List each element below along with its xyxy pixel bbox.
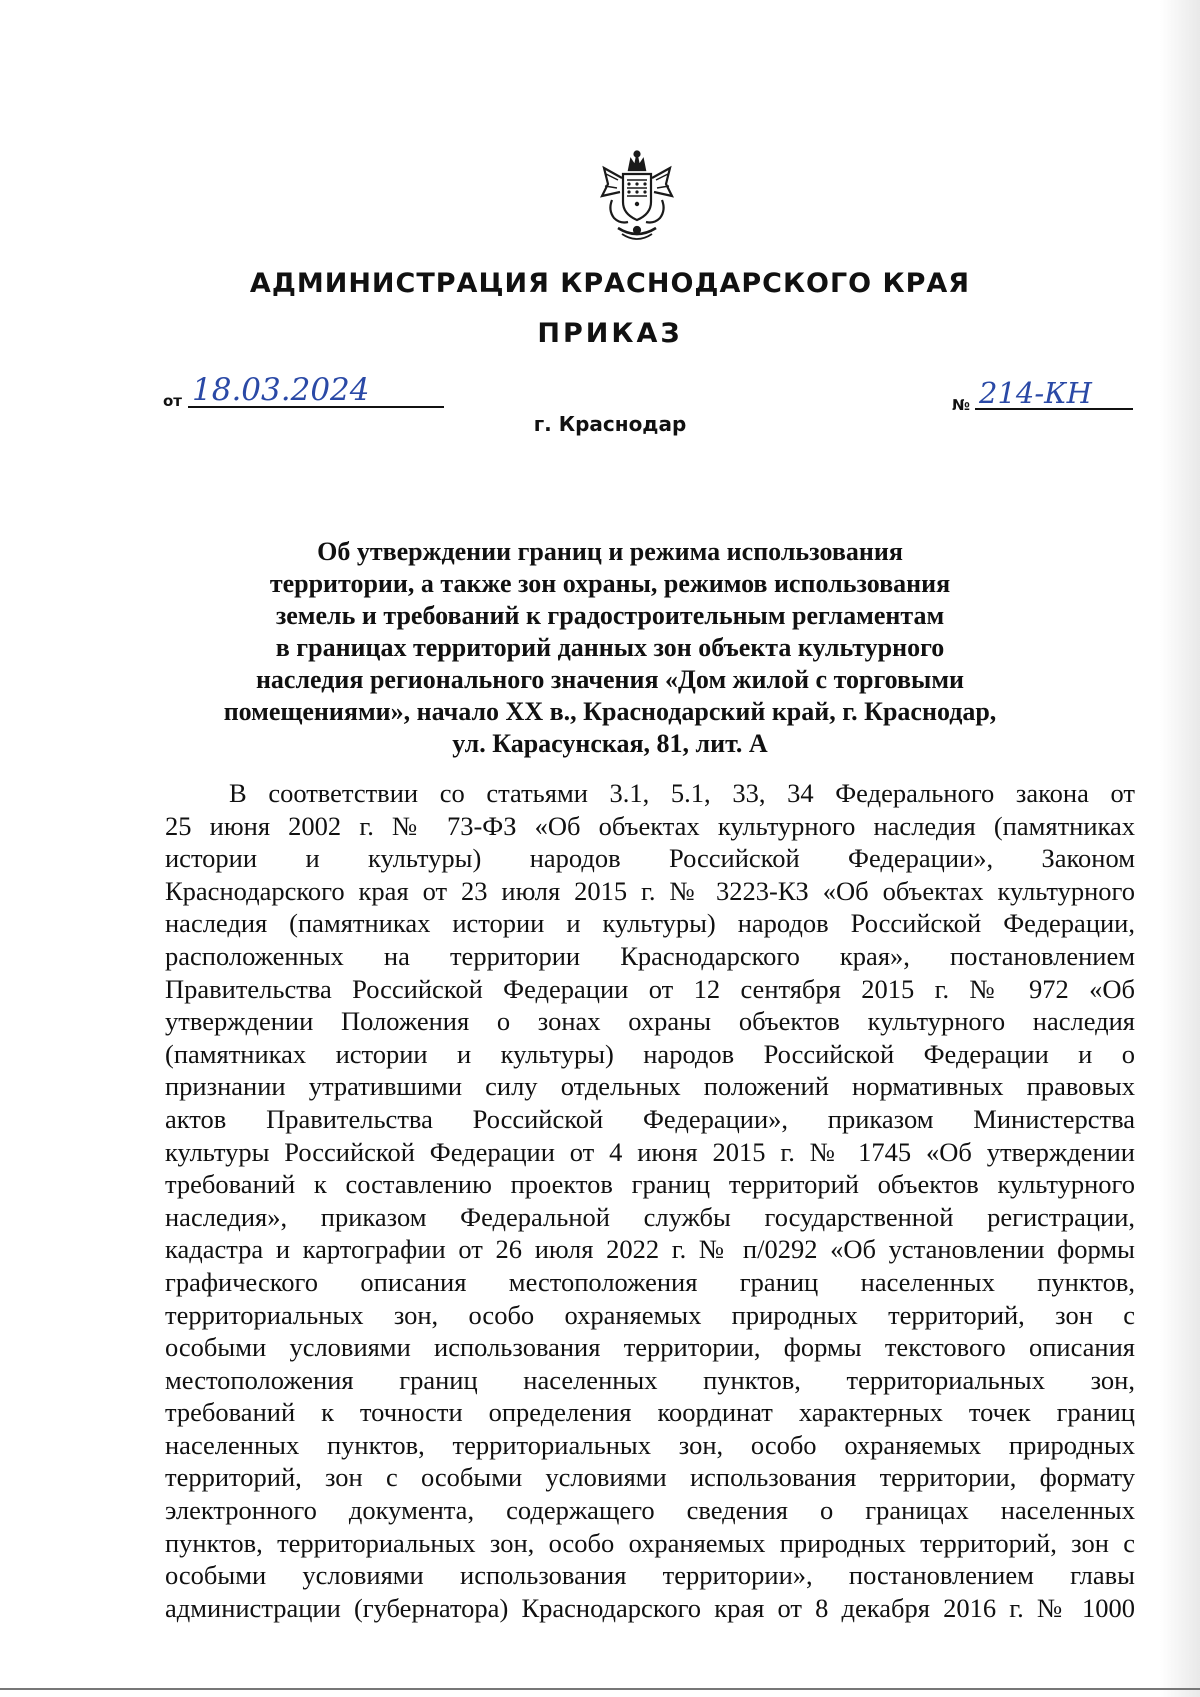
title-line: наследия регионального значения «Дом жилой с торговыми [255,665,965,694]
date-handwritten: 18.03.2024 [188,372,444,408]
number-prefix: № [952,396,971,414]
body-line: территориальных зон, особо охраняемых природных территорий, зон с [165,1299,1135,1330]
city: г. Краснодар [533,412,687,436]
body-line: электронного документа, содержащего сведения о границах населенных [165,1495,1135,1526]
title-line: ул. Карасунская, 81, лит. А [452,729,768,758]
title-line: в границах территорий данных зон объекта культурного [275,633,945,662]
body-line: утверждении Положения о зонах охраны объектов культурного наследия [165,1006,1135,1037]
document-type: ПРИКАЗ [537,318,683,349]
body-line: требований к составлению проектов границ территорий объектов культурного [165,1169,1135,1200]
body-line: населенных пунктов, территориальных зон, особо охраняемых природных [165,1429,1135,1460]
title-line: Об утверждении границ и режима использования [317,537,903,566]
body-line: Краснодарского края от 23 июля 2015 г. № 3223-КЗ «Об объектах культурного [165,875,1135,906]
number-handwritten: 214-КН [975,376,1133,410]
body-line: (памятниках истории и культуры) народов Российской Федерации и о [165,1038,1135,1069]
page-bottom-rule [0,1688,1200,1690]
krasnodar-coat-of-arms-icon [598,148,676,250]
body-line: администрации (губернатора) Краснодарского края от 8 декабря 2016 г. № 1000 [165,1592,1135,1623]
body-line: пунктов, территориальных зон, особо охраняемых природных территорий, зон с [165,1527,1135,1558]
body-line: актов Правительства Российской Федерации», приказом Министерства [165,1103,1135,1134]
body-line: графического описания местоположения границ населенных пунктов, [165,1266,1135,1297]
body-line: особыми условиями использования территории», постановлением главы [165,1560,1135,1591]
body-line: наследия (памятниках истории и культуры) народов Российской Федерации, [165,908,1135,939]
body-line: 25 июня 2002 г. № 73-ФЗ «Об объектах культурного наследия (памятниках [165,810,1135,841]
body-line: требований к точности определения координат характерных точек границ [165,1397,1135,1428]
title-line: территории, а также зон охраны, режимов использования [269,569,951,598]
body-line: Правительства Российской Федерации от 12 сентября 2015 г. № 972 «Об [165,973,1135,1004]
body-line: местоположения границ населенных пунктов, территориальных зон, [165,1364,1135,1395]
body-line: В соответствии со статьями 3.1, 5.1, 33, 34 Федерального закона от [229,778,1135,808]
body-line: признании утратившими силу отдельных положений нормативных правовых [165,1071,1135,1102]
document-title [200,536,1020,760]
body-paragraph [165,777,1135,1624]
body-line: культуры Российской Федерации от 4 июня 2015 г. № 1745 «Об утверждении [165,1136,1135,1167]
body-line: истории и культуры) народов Российской Федерации», Законом [165,843,1135,874]
organization-name: АДМИНИСТРАЦИЯ КРАСНОДАРСКОГО КРАЯ [249,268,971,299]
body-line: кадастра и картографии от 26 июля 2022 г. № п/0292 «Об установлении формы [165,1234,1135,1265]
body-line: территорий, зон с особыми условиями использования территории, формату [165,1462,1135,1493]
page-edge-shadow [1160,0,1200,1697]
body-line: расположенных на территории Краснодарского края», постановлением [165,940,1135,971]
body-line: особыми условиями использования территории, формы текстового описания [165,1332,1135,1363]
title-line: земель и требований к градостроительным регламентам [275,601,945,630]
title-line: помещениями», начало XX в., Краснодарский край, г. Краснодар, [223,697,997,726]
body-line: наследия», приказом Федеральной службы государственной регистрации, [165,1201,1135,1232]
date-prefix: от [163,392,182,410]
